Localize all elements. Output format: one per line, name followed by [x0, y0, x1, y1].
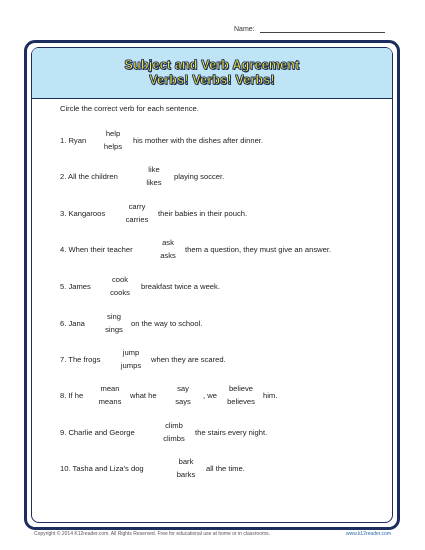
sentence-5-verb-choice[interactable] — [104, 273, 136, 299]
name-label: Name: — [234, 26, 255, 33]
verb-option[interactable]: cooks — [110, 288, 130, 297]
verb-option[interactable]: bark — [178, 457, 194, 466]
verb-option[interactable]: barks — [176, 470, 196, 479]
verb-option[interactable]: cook — [111, 275, 129, 284]
sentence-3-subject: 3. Kangaroos — [60, 209, 106, 218]
title-line-1: Subject and Verb Agreement — [124, 58, 300, 72]
verb-option[interactable]: mean — [100, 384, 120, 393]
verb-option[interactable]: climb — [165, 421, 183, 430]
sentence-9-subject: 9. Charlie and George — [60, 428, 135, 437]
sentence-1-subject: 1. Ryan — [60, 136, 87, 145]
sentence-8-subject: 8. If he — [60, 391, 84, 400]
verb-option[interactable]: jumps — [120, 361, 142, 370]
verb-option[interactable]: asks — [160, 251, 176, 260]
sentence-8-middle-2: , we — [203, 391, 217, 400]
name-blank-line[interactable] — [260, 24, 385, 33]
verb-option[interactable]: jump — [122, 348, 140, 357]
sentence-4-predicate: them a question, they must give an answer. — [185, 245, 332, 254]
verb-option[interactable]: believes — [227, 397, 255, 406]
verb-option[interactable]: says — [175, 397, 191, 406]
sentence-8-verb-choice-2[interactable] — [168, 382, 198, 408]
verb-option[interactable]: sing — [107, 312, 121, 321]
sentence-6-predicate: on the way to school. — [131, 319, 203, 328]
verb-option[interactable]: climbs — [163, 434, 185, 443]
sentence-2-verb-choice[interactable] — [138, 163, 170, 189]
verb-option[interactable]: carries — [125, 215, 149, 224]
sentence-3-predicate: their babies in their pouch. — [158, 209, 248, 218]
verb-option[interactable]: means — [98, 397, 122, 406]
sentence-2-subject: 2. All the children — [60, 172, 118, 181]
sentence-8-verb-choice-1[interactable] — [93, 382, 127, 408]
verb-option[interactable]: believe — [228, 384, 254, 393]
footer-url-link[interactable]: www.k12reader.com — [345, 531, 391, 537]
verb-option[interactable]: sings — [105, 325, 123, 334]
footer-copyright: Copyright © 2014 K12reader.com. All Rights Reserved. Free for educational use at home or in classrooms. — [34, 531, 271, 537]
sentence-6-verb-choice[interactable] — [99, 310, 129, 336]
sentence-4-subject: 4. When their teacher — [60, 245, 133, 254]
title-banner — [32, 48, 392, 99]
sentence-7-subject: 7. The frogs — [60, 355, 101, 364]
name-field — [234, 24, 385, 33]
sentence-1-verb-choice[interactable] — [97, 127, 129, 153]
verb-option[interactable]: carry — [128, 202, 146, 211]
sentence-8-verb-choice-3[interactable] — [221, 382, 261, 408]
sentence-7-predicate: when they are scared. — [151, 355, 226, 364]
verb-option[interactable]: likes — [146, 178, 162, 187]
sentence-8-end: him. — [263, 391, 278, 400]
verb-option[interactable]: helps — [103, 142, 123, 151]
sentence-4-verb-choice[interactable] — [153, 236, 183, 262]
verb-option[interactable]: say — [177, 384, 189, 393]
sentence-9-verb-choice[interactable] — [157, 419, 191, 445]
sentence-9-predicate: the stairs every night. — [195, 428, 268, 437]
sentence-10-predicate: all the time. — [206, 464, 245, 473]
sentence-5-predicate: breakfast twice a week. — [141, 282, 220, 291]
sentence-2-predicate: playing soccer. — [174, 172, 225, 181]
verb-option[interactable]: ask — [162, 238, 174, 247]
instructions: Circle the correct verb for each sentence. — [60, 104, 199, 113]
verb-option[interactable]: help — [105, 129, 121, 138]
verb-option[interactable]: like — [148, 165, 160, 174]
title-line-2: Verbs! Verbs! Verbs! — [149, 73, 275, 87]
sentence-10-verb-choice[interactable] — [170, 455, 202, 481]
sentence-5-subject: 5. James — [60, 282, 91, 291]
sentence-8-middle: what he — [130, 391, 157, 400]
sentence-6-subject: 6. Jana — [60, 319, 85, 328]
sentence-10-subject: 10. Tasha and Liza's dog — [60, 464, 144, 473]
sentence-1-predicate: his mother with the dishes after dinner. — [133, 136, 264, 145]
sentence-7-verb-choice[interactable] — [114, 346, 148, 372]
sentence-3-verb-choice[interactable] — [119, 200, 155, 226]
